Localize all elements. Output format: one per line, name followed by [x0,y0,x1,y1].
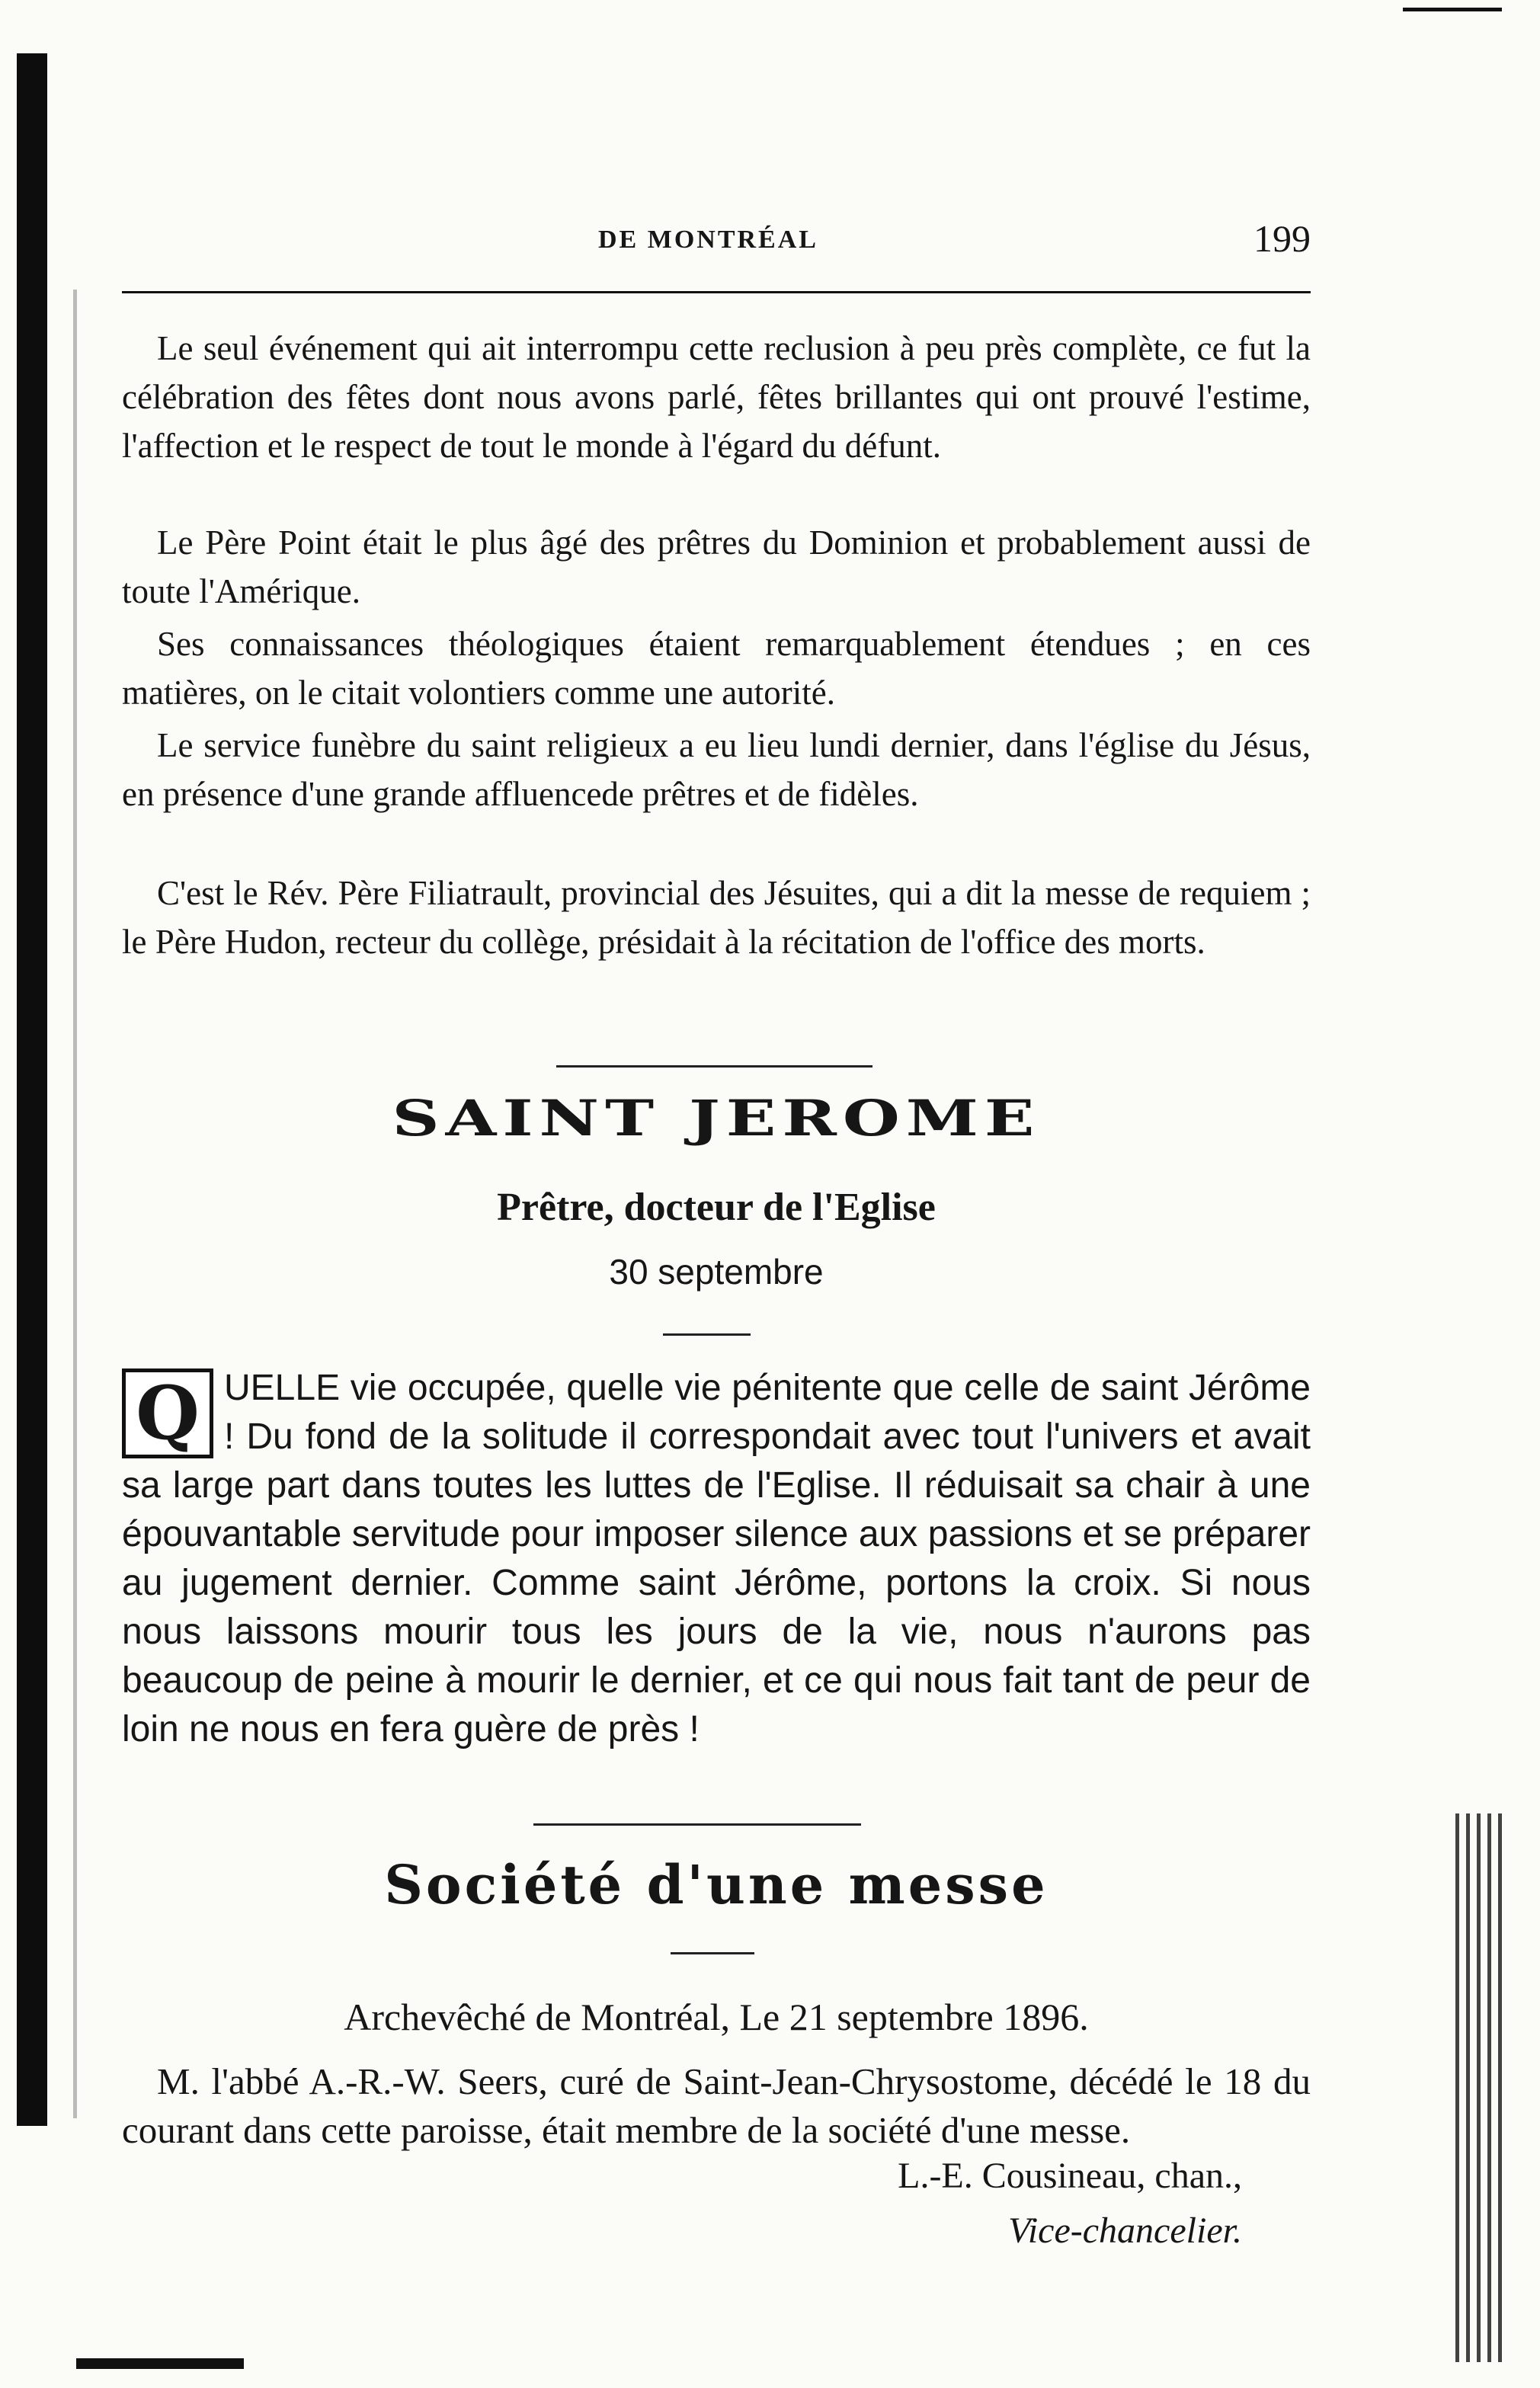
feast-date: 30 septembre [609,1252,824,1292]
scan-mark-top-right [1403,8,1502,11]
paragraph: Ses connaissances théologiques étaient remarquablement étendues ; en ces matières, on le citait volontiers comme une autorité. [122,625,1311,712]
short-divider [663,1333,751,1336]
scan-shadow-left [73,290,77,2118]
saint-paragraph [122,1364,1311,1754]
page-number: 199 [1253,217,1311,260]
saint-text: UELLE vie occupée, quelle vie pénitente que celle de saint Jérôme ! Du fond de la solitude il correspondait avec tout l'univers et avait sa large part dans toutes les luttes de l'Eglise. Il réduisait sa chair à une épouvantable servitude pour imposer silence aux passions et se préparer au jugement dernier. Comme saint Jérôme, portons la croix. Si nous nous laissons mourir tous les jours de la vie, nous n'aurons pas beaucoup de peine à mourir le dernier, et ce qui nous fait tant de peur de loin ne nous en fera guère de près ! [122,1368,1311,1749]
paragraph: Le seul événement qui ait interrompu cette reclusion à peu près complète, ce fut la célébration des fêtes dont nous avons parlé, fêtes brillantes qui ont prouvé l'estime, l'affection et le respect de tout le monde à l'égard du défunt. [122,329,1311,465]
section-title: SAINT JEROME [392,1090,1041,1148]
running-head [122,217,1311,271]
section-divider [556,1065,872,1068]
paragraph: Le service funèbre du saint religieux a eu lieu lundi dernier, dans l'église du Jésus, en présence d'une grande affluencede prêtres et de fidèles. [122,726,1311,813]
section-subtitle: Prêtre, docteur de l'Eglise [497,1186,936,1229]
scan-mark-bottom-left [76,2358,244,2369]
section-title: Société d'une messe [384,1853,1049,1916]
short-divider [671,1952,754,1954]
scan-border-left [17,53,47,2126]
signature: L.-E. Cousineau, chan., [898,2156,1242,2196]
drop-cap: Q [122,1368,213,1458]
paragraph: C'est le Rév. Père Filiatrault, provincial des Jésuites, qui a dit la messe de requiem ; le Père Hudon, recteur du collège, présidait à la récitation de l'office des morts. [122,874,1311,961]
scan-edge-right [1455,1813,1509,2362]
dateline: Archevêché de Montréal, Le 21 septembre 1896. [344,1996,1089,2038]
paragraph: Le Père Point était le plus âgé des prêtres du Dominion et probablement aussi de toute l'Amérique. [122,523,1311,610]
notice-paragraph: M. l'abbé A.-R.-W. Seers, curé de Saint-Jean-Chrysostome, décédé le 18 du courant dans cette paroisse, était membre de la société d'une messe. [122,2060,1311,2151]
running-title: DE MONTRÉAL [598,226,818,254]
section-divider [533,1823,861,1826]
header-rule [122,291,1311,293]
signature-title: Vice-chancelier. [1008,2210,1242,2251]
